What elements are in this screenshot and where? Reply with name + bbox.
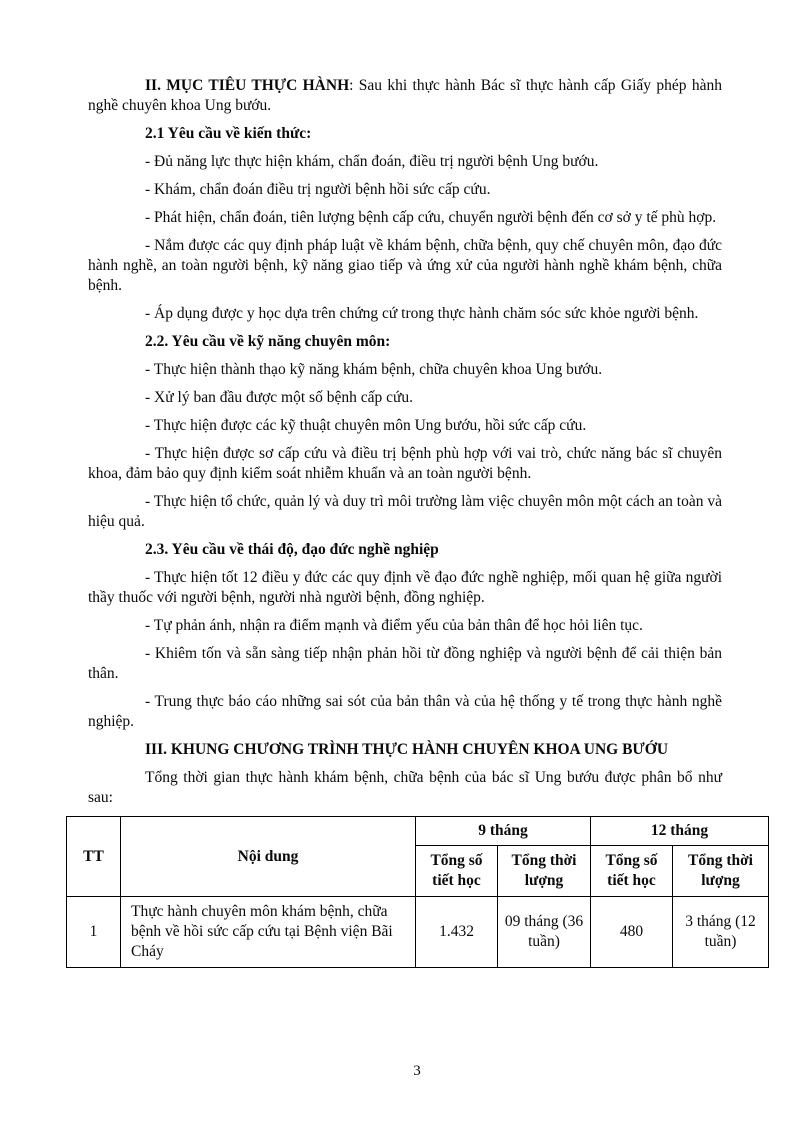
heading-2-3-text: 2.3. Yêu cầu về thái độ, đạo đức nghề nghiệp — [145, 541, 439, 558]
column-header-tong-thoi-luong-12: Tổng thời lượng — [673, 846, 769, 897]
paragraph-text: - Xử lý ban đầu được một số bệnh cấp cứu. — [145, 389, 413, 406]
bullet-paragraph — [88, 388, 722, 408]
column-header-tong-so-tiet-hoc-9: Tổng số tiết học — [416, 846, 498, 897]
heading-2-2 — [88, 332, 722, 352]
page-number: 3 — [413, 1063, 421, 1079]
heading-2-2-text: 2.2. Yêu cầu về kỹ năng chuyên môn: — [145, 333, 391, 350]
bullet-paragraph — [88, 304, 722, 324]
paragraph-text: - Nắm được các quy định pháp luật về khám bệnh, chữa bệnh, quy chế chuyên môn, đạo đức hành nghề, an toàn người bệnh, kỹ năng giao tiếp và ứng xử của người hành nghề khám bệnh, chữa bệnh. — [88, 237, 722, 294]
bullet-paragraph — [88, 416, 722, 436]
cell-tong-thoi-luong-9: 09 tháng (36 tuần) — [498, 897, 591, 968]
column-group-12-thang: 12 tháng — [591, 817, 769, 846]
column-header-noi-dung: Nội dung — [121, 817, 416, 897]
heading-2-1-text: 2.1 Yêu cầu về kiến thức: — [145, 125, 312, 142]
bullet-paragraph — [88, 236, 722, 296]
column-header-tong-thoi-luong-9: Tổng thời lượng — [498, 846, 591, 897]
heading-2-3 — [88, 540, 722, 560]
cell-tong-so-tiet-hoc-9: 1.432 — [416, 897, 498, 968]
heading-section-ii — [88, 76, 722, 116]
column-header-tong-so-tiet-hoc-12: Tổng số tiết học — [591, 846, 673, 897]
paragraph-text: Tổng thời gian thực hành khám bệnh, chữa bệnh của bác sĩ Ung bướu được phân bổ như sau: — [88, 769, 722, 806]
intro-paragraph — [88, 768, 722, 808]
paragraph-text: - Thực hiện được sơ cấp cứu và điều trị bệnh phù hợp với vai trò, chức năng bác sĩ chuyên khoa, đảm bảo quy định kiểm soát nhiễm khuẩn và an toàn người bệnh. — [88, 445, 722, 482]
bullet-paragraph — [88, 692, 722, 732]
paragraph-text: - Tự phản ánh, nhận ra điểm mạnh và điểm yếu của bản thân để học hỏi liên tục. — [145, 617, 643, 634]
paragraph-text: - Đủ năng lực thực hiện khám, chẩn đoán, điều trị người bệnh Ung bướu. — [145, 153, 599, 170]
bullet-paragraph — [88, 180, 722, 200]
column-header-tt: TT — [67, 817, 121, 897]
paragraph-text: - Phát hiện, chẩn đoán, tiên lượng bệnh cấp cứu, chuyển người bệnh đến cơ sở y tế phù hợp. — [145, 209, 717, 226]
cell-noi-dung: Thực hành chuyên môn khám bệnh, chữa bệnh về hồi sức cấp cứu tại Bệnh viện Bãi Cháy — [121, 897, 416, 968]
paragraph-text: - Thực hiện tổ chức, quản lý và duy trì môi trường làm việc chuyên môn một cách an toàn và hiệu quả. — [88, 493, 722, 530]
paragraph-text: - Thực hiện thành thạo kỹ năng khám bệnh, chữa chuyên khoa Ung bướu. — [145, 361, 603, 378]
heading-2-1 — [88, 124, 722, 144]
paragraph-text: - Áp dụng được y học dựa trên chứng cứ trong thực hành chăm sóc sức khỏe người bệnh. — [145, 305, 699, 322]
heading-section-iii — [88, 740, 722, 760]
document-body — [83, 76, 756, 968]
bullet-paragraph — [88, 360, 722, 380]
bullet-paragraph — [88, 616, 722, 636]
paragraph-text: - Khiêm tốn và sẵn sàng tiếp nhận phản hồi từ đồng nghiệp và người bệnh để cải thiện bản thân. — [88, 645, 722, 682]
paragraph-text: - Thực hiện được các kỹ thuật chuyên môn Ung bướu, hồi sức cấp cứu. — [145, 417, 587, 434]
table-header-row-groups — [67, 817, 769, 846]
bullet-paragraph — [88, 208, 722, 228]
bullet-paragraph — [88, 644, 722, 684]
paragraph-text: - Thực hiện tốt 12 điều y đức các quy định về đạo đức nghề nghiệp, mối quan hệ giữa người thầy thuốc với người bệnh, người nhà người bệnh, đồng nghiệp. — [88, 569, 722, 606]
heading-section-ii-rest: : Sau khi thực hành Bác sĩ thực hành cấp Giấy phép hành nghề chuyên khoa Ung bướu. — [88, 77, 722, 114]
cell-tt: 1 — [67, 897, 121, 968]
paragraph-text: - Khám, chẩn đoán điều trị người bệnh hồi sức cấp cứu. — [145, 181, 491, 198]
bullet-paragraph — [88, 568, 722, 608]
bullet-paragraph — [88, 152, 722, 172]
column-group-9-thang: 9 tháng — [416, 817, 591, 846]
table-row — [67, 897, 769, 968]
bullet-paragraph — [88, 444, 722, 484]
cell-tong-thoi-luong-12: 3 tháng (12 tuần) — [673, 897, 769, 968]
cell-tong-so-tiet-hoc-12: 480 — [591, 897, 673, 968]
bullet-paragraph — [88, 492, 722, 532]
heading-section-iii-text: III. KHUNG CHƯƠNG TRÌNH THỰC HÀNH CHUYÊN KHOA UNG BƯỚU — [145, 741, 669, 758]
training-schedule-table — [66, 816, 769, 968]
heading-section-ii-bold: II. MỤC TIÊU THỰC HÀNH — [145, 77, 350, 94]
paragraph-text: - Trung thực báo cáo những sai sót của bản thân và của hệ thống y tế trong thực hành nghề nghiệp. — [88, 693, 722, 730]
